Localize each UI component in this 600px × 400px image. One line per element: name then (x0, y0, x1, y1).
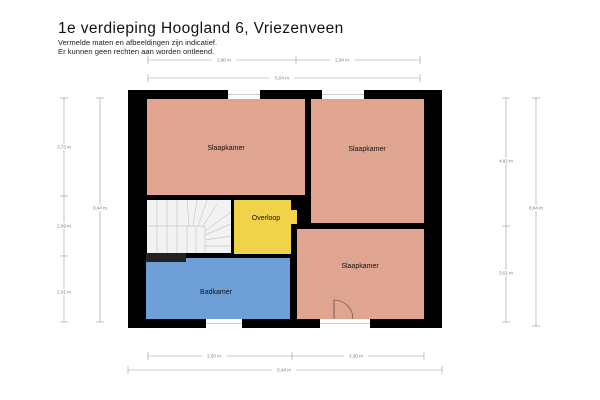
page-title: 1e verdieping Hoogland 6, Vriezenveen (58, 20, 344, 37)
door-opening-overloop (291, 210, 297, 224)
stair-landing-block (146, 253, 186, 262)
svg-text:8,44 m: 8,44 m (93, 205, 107, 211)
dimension-bottom-total (128, 366, 442, 374)
label-badkamer: Badkamer (200, 289, 232, 296)
svg-text:8,04 m: 8,04 m (529, 205, 543, 211)
label-slaapkamer-2: Slaapkamer (348, 146, 386, 153)
svg-text:2,90 m: 2,90 m (217, 57, 231, 63)
dimension-right-upper (494, 98, 518, 226)
disclaimer-line-2: Er kunnen geen rechten aan worden ontleend. (58, 47, 215, 56)
label-slaapkamer-1: Slaapkamer (207, 145, 245, 152)
svg-text:2,01 m: 2,01 m (57, 289, 71, 295)
dimension-bottom-right (292, 352, 424, 360)
svg-text:4,82 m: 4,82 m (499, 158, 513, 164)
svg-text:3,73 m: 3,73 m (57, 144, 71, 150)
dimension-left-upper (52, 98, 76, 196)
label-overloop: Overloop (251, 215, 281, 222)
dimension-bottom-left (148, 352, 292, 360)
window-bottom-right (320, 319, 370, 328)
dimension-left-middle (52, 196, 76, 256)
dimension-top-right (296, 56, 420, 64)
window-top-left (228, 90, 260, 99)
room-slaapkamer-2 (311, 99, 424, 223)
dimension-right-total (524, 98, 548, 326)
svg-text:2,04 m: 2,04 m (335, 57, 349, 63)
window-top-right (322, 90, 364, 99)
dimension-right-lower (494, 226, 518, 322)
label-slaapkamer-3: Slaapkamer (341, 263, 379, 270)
svg-text:2,50 m: 2,50 m (207, 353, 221, 359)
svg-text:3,51 m: 3,51 m (499, 270, 513, 276)
window-bottom-left (206, 319, 242, 328)
dimension-left-lower (52, 256, 76, 322)
dimension-left-total (88, 98, 112, 322)
room-overloop (234, 200, 291, 254)
svg-text:5,44 m: 5,44 m (277, 367, 291, 373)
dimension-top-left (148, 56, 296, 64)
stairwell (147, 200, 231, 253)
disclaimer-line-1: Vermelde maten en afbeeldingen zijn indicatief. (58, 38, 218, 47)
svg-text:2,09 m: 2,09 m (57, 223, 71, 229)
dimension-top-total (148, 74, 420, 82)
svg-text:2,30 m: 2,30 m (349, 353, 363, 359)
svg-text:5,04 m: 5,04 m (275, 75, 289, 81)
room-slaapkamer-3 (297, 229, 424, 319)
